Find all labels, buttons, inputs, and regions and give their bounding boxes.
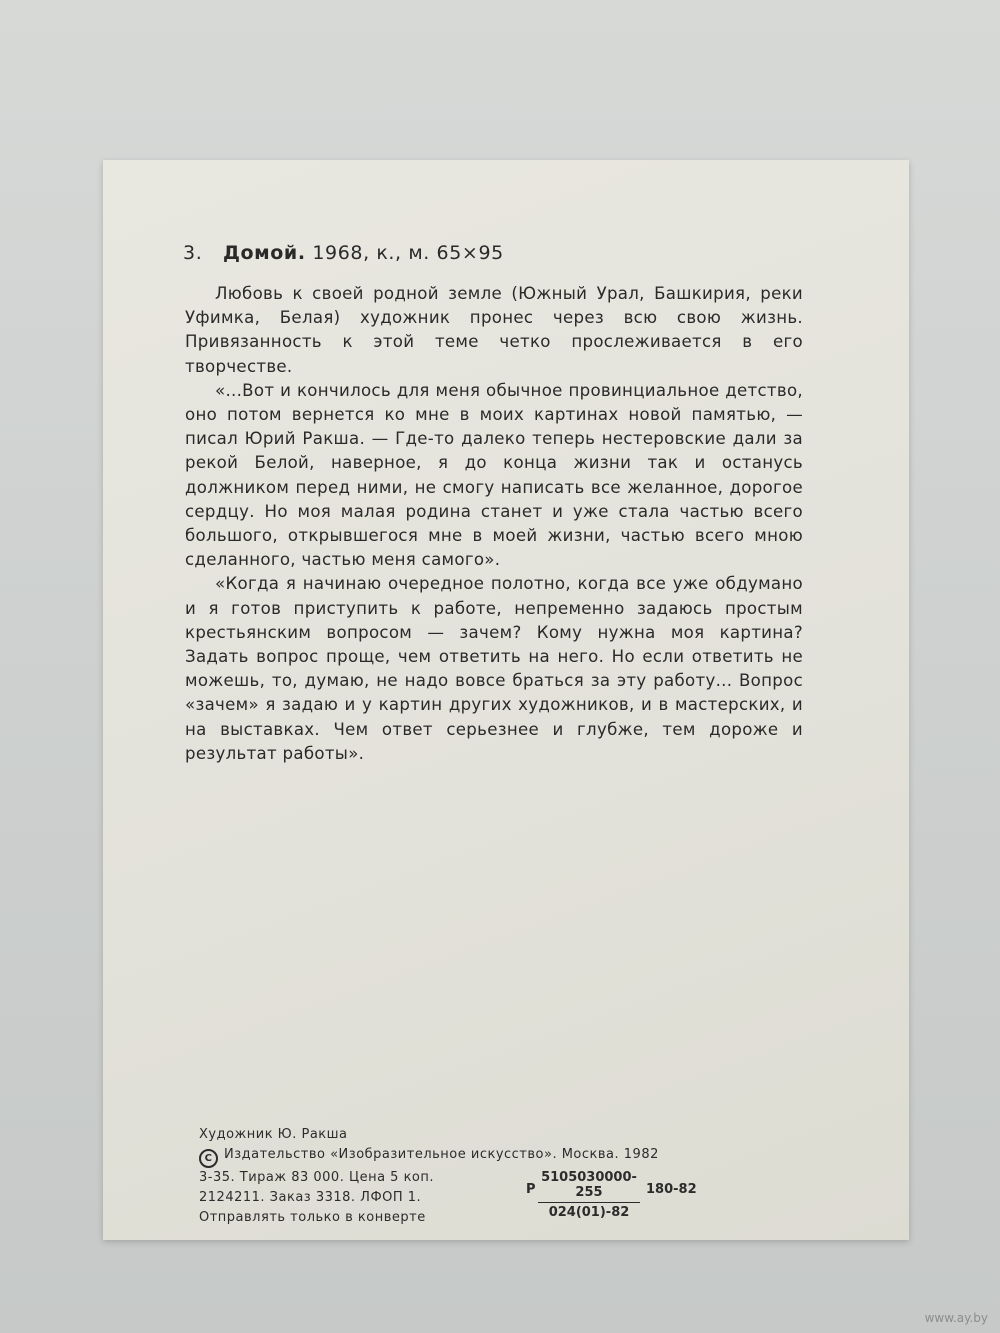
index-suffix: 180-82 xyxy=(646,1182,697,1197)
artwork-caption xyxy=(183,242,504,264)
artwork-number: 3. xyxy=(183,242,203,264)
paragraph: «...Вот и кончилось для меня обычное провинциальное детство, оно потом вернется ко мне в моих картинах новой памятью, — писал Юрий Ракша. — Где-то далеко теперь нестеровские дали за рекой Белой, наверное, я до конца жизни так и останусь должником перед ними, не смогу написать все желанное, дорогое сердцу. Но моя малая родина станет и уже стала частью всего большого, открывшегося мне в моей жизни, частью всего мною сделанного, частью меня самого». xyxy=(185,380,803,570)
artist-credit: Художник Ю. Ракша xyxy=(199,1127,348,1142)
artwork-title: Домой. xyxy=(222,242,306,264)
paragraph: «Когда я начинаю очередное полотно, когда все уже обдумано и я готов приступить к работе, непременно задаюсь простым крестьянским вопросом — зачем? Кому нужна моя картина? Задать вопрос проще, чем ответить на него. Но если ответить не можешь, то, думаю, не надо вовсе браться за эту работу... Вопрос «зачем» я задаю и у картин других художников, и в мастерских, и на выставках. Чем ответ серьезнее и глубже, тем дороже и результат работы». xyxy=(185,574,803,763)
paragraph: Любовь к своей родной земле (Южный Урал, Башкирия, реки Уфимка, Белая) художник пронес через всю свою жизнь. Привязанность к этой теме четко прослеживается в его творчестве. xyxy=(185,284,803,376)
artwork-details: 1968, к., м. 65×95 xyxy=(312,242,504,264)
index-numerator: 5105030000-255 xyxy=(538,1170,640,1203)
index-prefix: Р xyxy=(526,1182,536,1197)
index-denominator: 024(01)-82 xyxy=(548,1205,630,1220)
envelope-note: Отправлять только в конверте xyxy=(199,1210,426,1225)
watermark: www.ay.by xyxy=(924,1311,988,1325)
copyright-icon: C xyxy=(199,1149,218,1168)
print-run-line: 3-35. Тираж 83 000. Цена 5 коп. xyxy=(199,1170,435,1185)
index-fraction xyxy=(538,1170,640,1220)
postcard-back xyxy=(103,160,909,1240)
publisher-line xyxy=(199,1145,659,1168)
description-text xyxy=(185,282,803,766)
order-line: 2124211. Заказ 3318. ЛФОП 1. xyxy=(199,1190,422,1205)
publisher-text: Издательство «Изобразительное искусство». Москва. 1982 xyxy=(224,1147,659,1162)
